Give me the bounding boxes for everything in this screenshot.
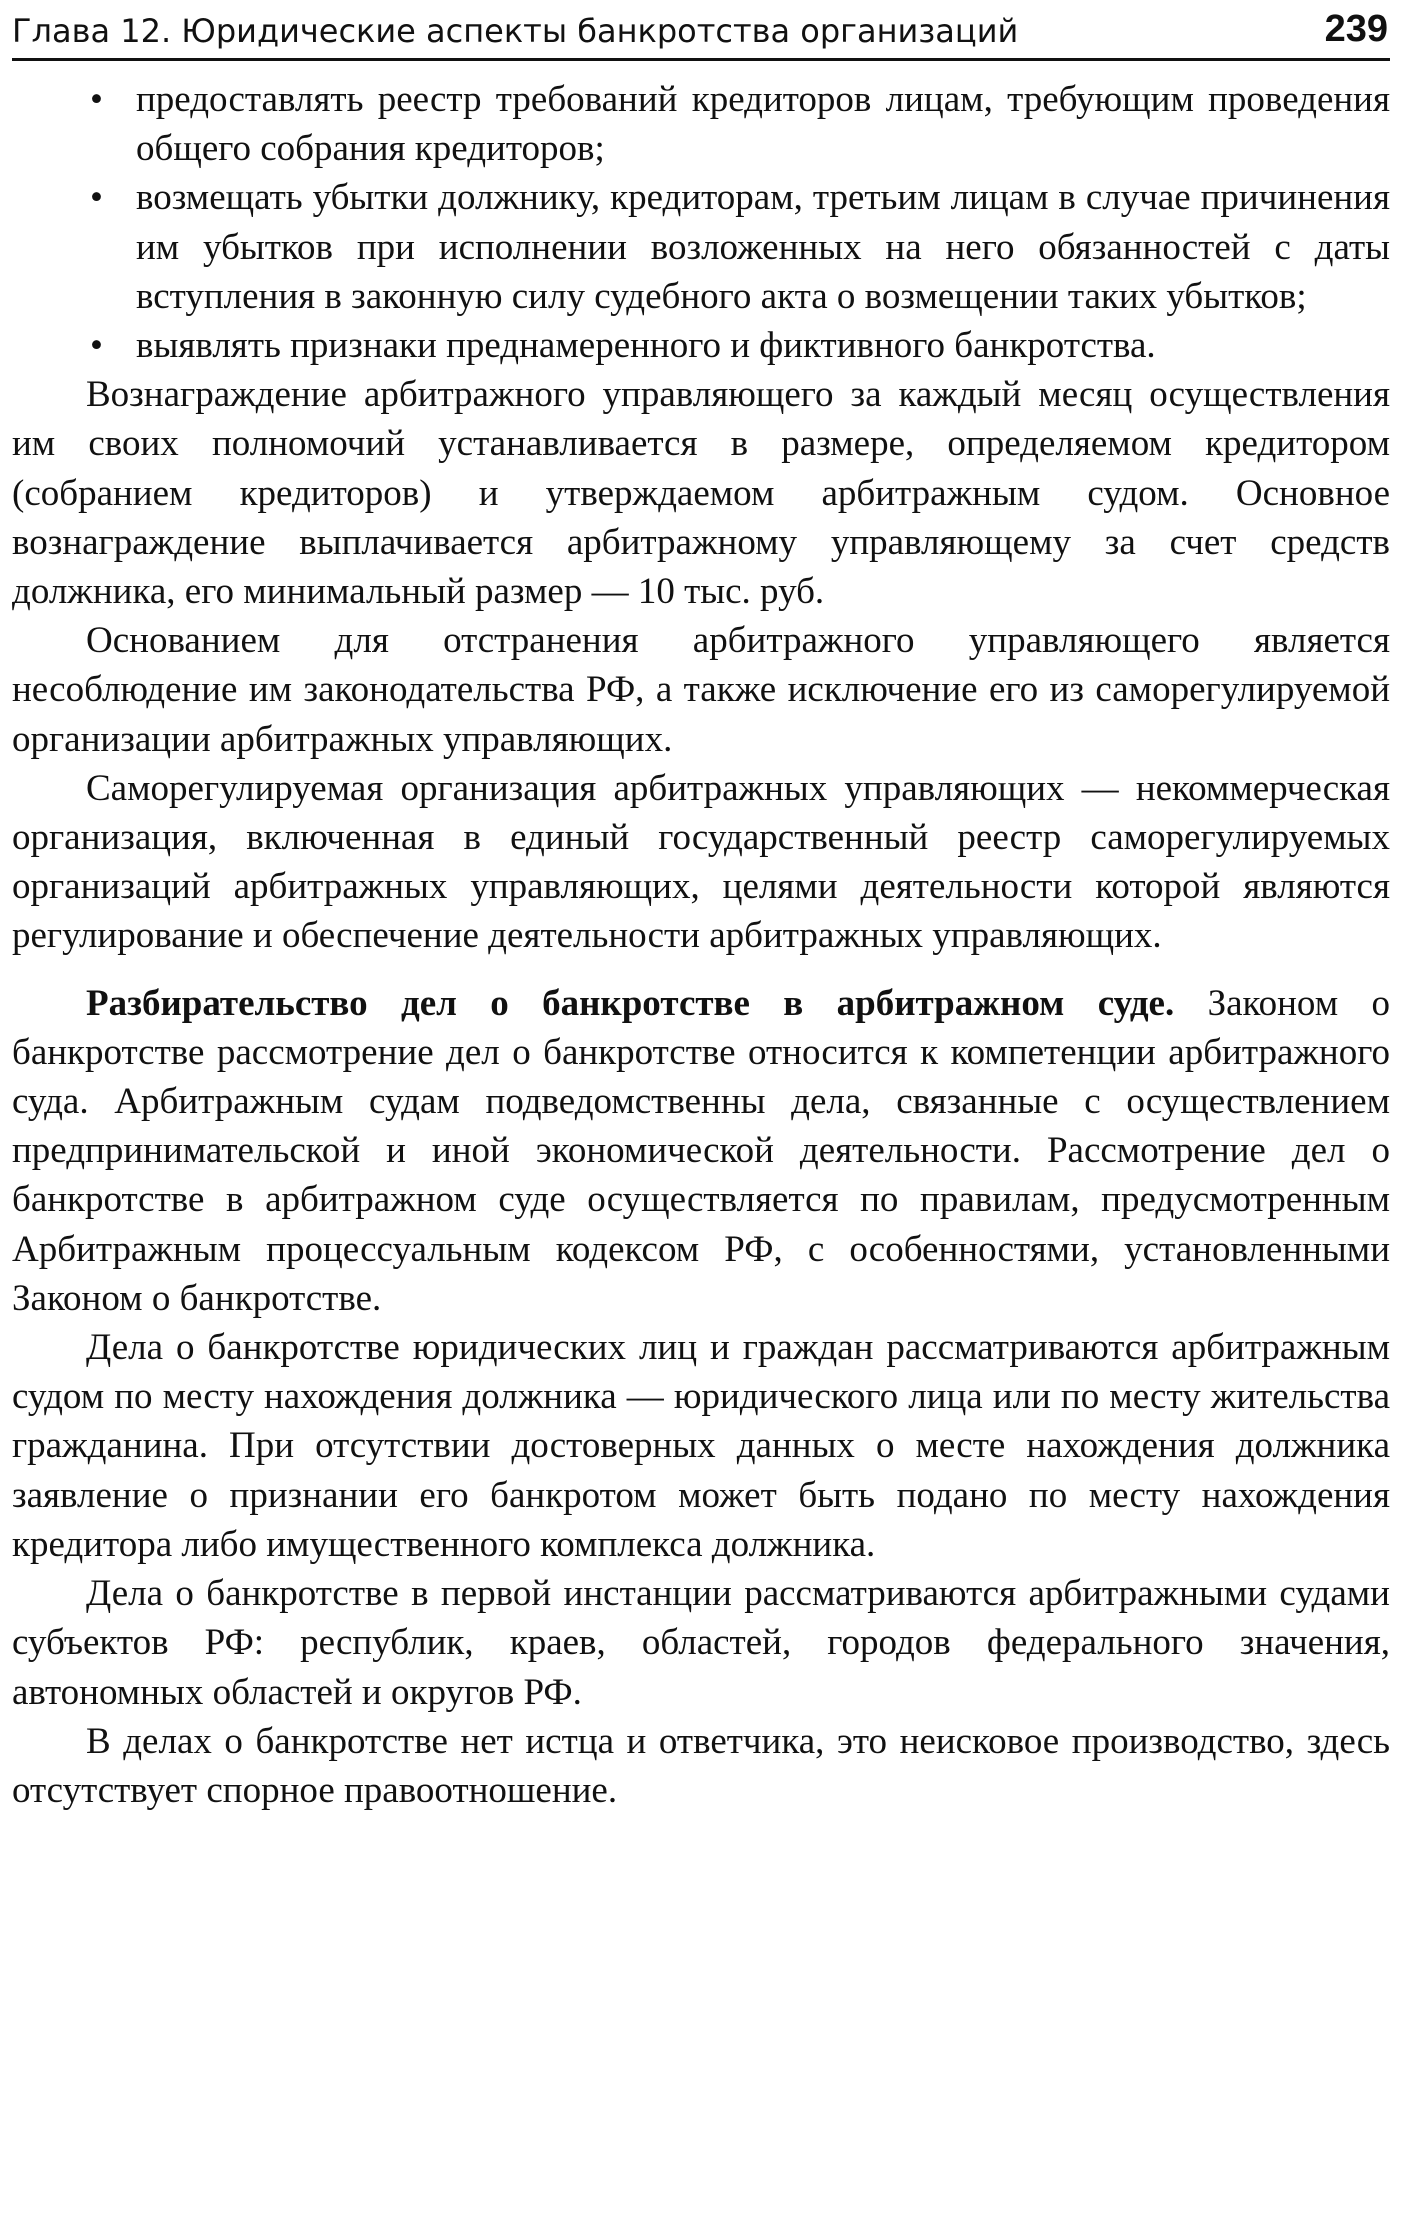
- book-page: [12, 8, 1390, 1815]
- section-paragraph: [12, 979, 1390, 1323]
- bullet-item: • возмещать убытки должнику, кредиторам, третьим лицам в случае причинения им убытков при исполнении возложенных на него обязанностей с даты вступления в законную силу судебного акта о возмещении таких убытков;: [12, 173, 1390, 321]
- bullet-item: • предоставлять реестр требований кредиторов лицам, требующим проведения общего собрания кредиторов;: [12, 75, 1390, 173]
- chapter-title: Глава 12. Юридические аспекты банкротства организаций: [12, 12, 1019, 50]
- page-body: [12, 75, 1390, 1815]
- bullet-list: [12, 75, 1390, 370]
- paragraph: Саморегулируемая организация арбитражных управляющих — некоммерческая организация, включенная в единый государственный реестр саморегулируемых организаций арбитражных управляющих, целями деятельности которой являются регулирование и обеспечение деятельности арбитражных управляющих.: [12, 767, 1390, 957]
- running-header: [12, 8, 1390, 61]
- paragraph: Дела о банкротстве юридических лиц и граждан рассматриваются арбитражным судом по месту нахождения должника — юридического лица или по месту жительства гражданина. При отсутствии достоверных данных о месте нахождения должника заявление о признании его банкротом может быть подано по месту нахождения кредитора либо имущественного комплекса должника.: [12, 1327, 1390, 1565]
- section-text: Законом о банкротстве рассмотрение дел о банкротстве относится к компетенции арбитражного суда. Арбитражным судам подведомственны дела, связанные с осуществлением предпринимательской и иной экономической деятельности. Рассмотрение дел о банкротстве в арбитражном суде осуществляется по правилам, предусмотренным Арбитражным процессуальным кодексом РФ, с особенностями, установленными Законом о банкротстве.: [12, 982, 1390, 1319]
- paragraph: Основанием для отстранения арбитражного управляющего является несоблюдение им законодательства РФ, а также исключение его из саморегулируемой организации арбитражных управляющих.: [12, 620, 1390, 760]
- page-number: 239: [1324, 8, 1388, 50]
- paragraph: В делах о банкротстве нет истца и ответчика, это неисковое производство, здесь отсутствует спорное правоотношение.: [12, 1720, 1390, 1811]
- paragraph: Вознаграждение арбитражного управляющего за каждый месяц осуществления им своих полномочий устанавливается в размере, определяемом кредитором (собранием кредиторов) и утверждаемом арбитражным судом. Основное вознаграждение выплачивается арбитражному управляющему за счет средств должника, его минимальный размер — 10 тыс. руб.: [12, 374, 1390, 613]
- bullet-item: • выявлять признаки преднамеренного и фиктивного банкротства.: [12, 321, 1390, 370]
- paragraph: Дела о банкротстве в первой инстанции рассматриваются арбитражными судами субъектов РФ: республик, краев, областей, городов федерального значения, автономных областей и округов РФ.: [12, 1573, 1390, 1713]
- section-heading: Разбирательство дел о банкротстве в арбитражном суде.: [86, 982, 1175, 1024]
